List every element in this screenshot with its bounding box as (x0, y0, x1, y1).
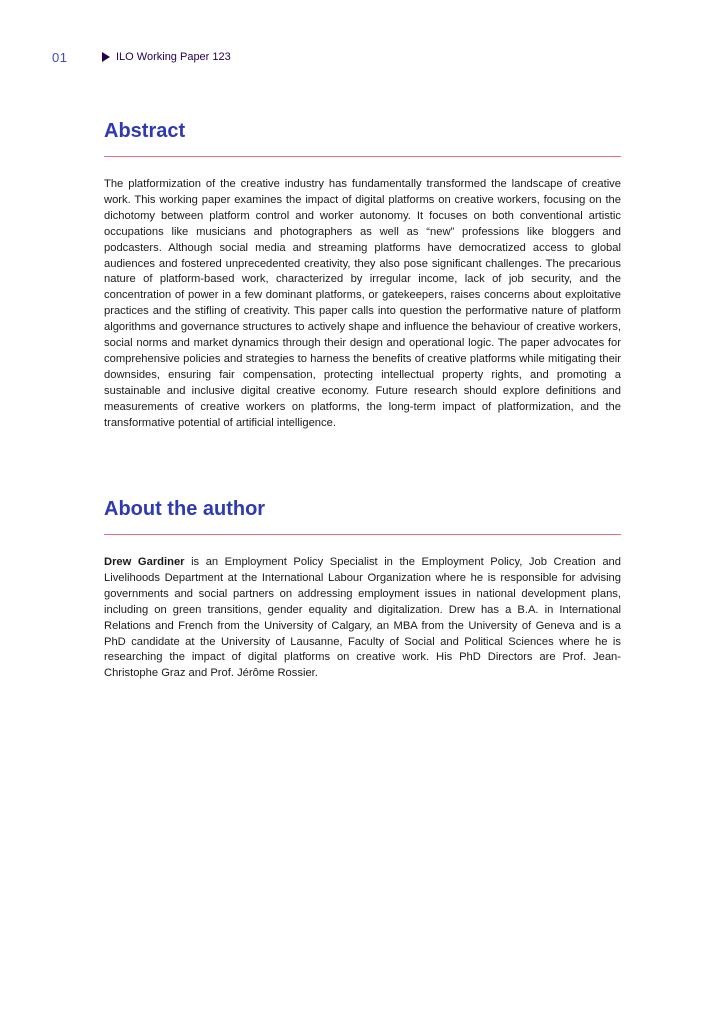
abstract-heading: Abstract (104, 120, 186, 142)
page-number: 01 (52, 49, 68, 65)
author-bio (104, 555, 621, 682)
about-author-section (104, 496, 621, 682)
author-name: Drew Gardiner (104, 556, 185, 568)
abstract-section (104, 118, 621, 432)
author-bio-text: is an Employment Policy Specialist in the Employment Policy, Job Creation and Livelihoods Department at the International Labour Organization where he is responsible for advising governments and social partners on addressing employment issues in national development plans, including on green transitions, gender equality and digitalization. Drew has a B.A. in International Relations and French from the University of Calgary, an MBA from the University of Geneva and is a PhD candidate at the University of Lausanne, Faculty of Social and Political Sciences where he is researching the impact of digital platforms on creative work. His PhD Directors are Prof. Jean-Christophe Graz and Prof. Jérôme Rossier. (104, 556, 621, 680)
abstract-text: The platformization of the creative industry has fundamentally transformed the landscape of creative work. This working paper examines the impact of digital platforms on creative workers, focusing on the dichotomy between platform control and worker autonomy. It focuses on both conventional artistic occupations like musicians and photographers as well as “new” professions like bloggers and podcasters. Although social media and streaming platforms have democratized access to global audiences and fostered unprecedented creativity, they also pose significant challenges. The precarious nature of platform-based work, characterized by irregular income, lack of job security, and the concentration of power in a few dominant platforms, or gatekeepers, raises concerns about exploitative practices and the stifling of creativity. This paper calls into question the performative nature of platform algorithms and governance structures to actively shape and influence the behaviour of creative workers, social norms and market dynamics through their design and operational logic. The paper advocates for comprehensive policies and strategies to harness the benefits of creative platforms while mitigating their downsides, ensuring fair compensation, protecting intellectual property rights, and promoting a sustainable and inclusive digital creative economy. Future research should explore definitions and measurements of creative workers on platforms, the long-term impact of platformization, and the transformative potential of artificial intelligence. (104, 178, 621, 429)
about-author-divider (104, 534, 621, 535)
series-title: ILO Working Paper 123 (116, 51, 231, 63)
abstract-divider (104, 156, 621, 157)
about-author-heading: About the author (104, 498, 266, 520)
play-triangle-icon (102, 52, 110, 62)
page-header (52, 49, 231, 65)
